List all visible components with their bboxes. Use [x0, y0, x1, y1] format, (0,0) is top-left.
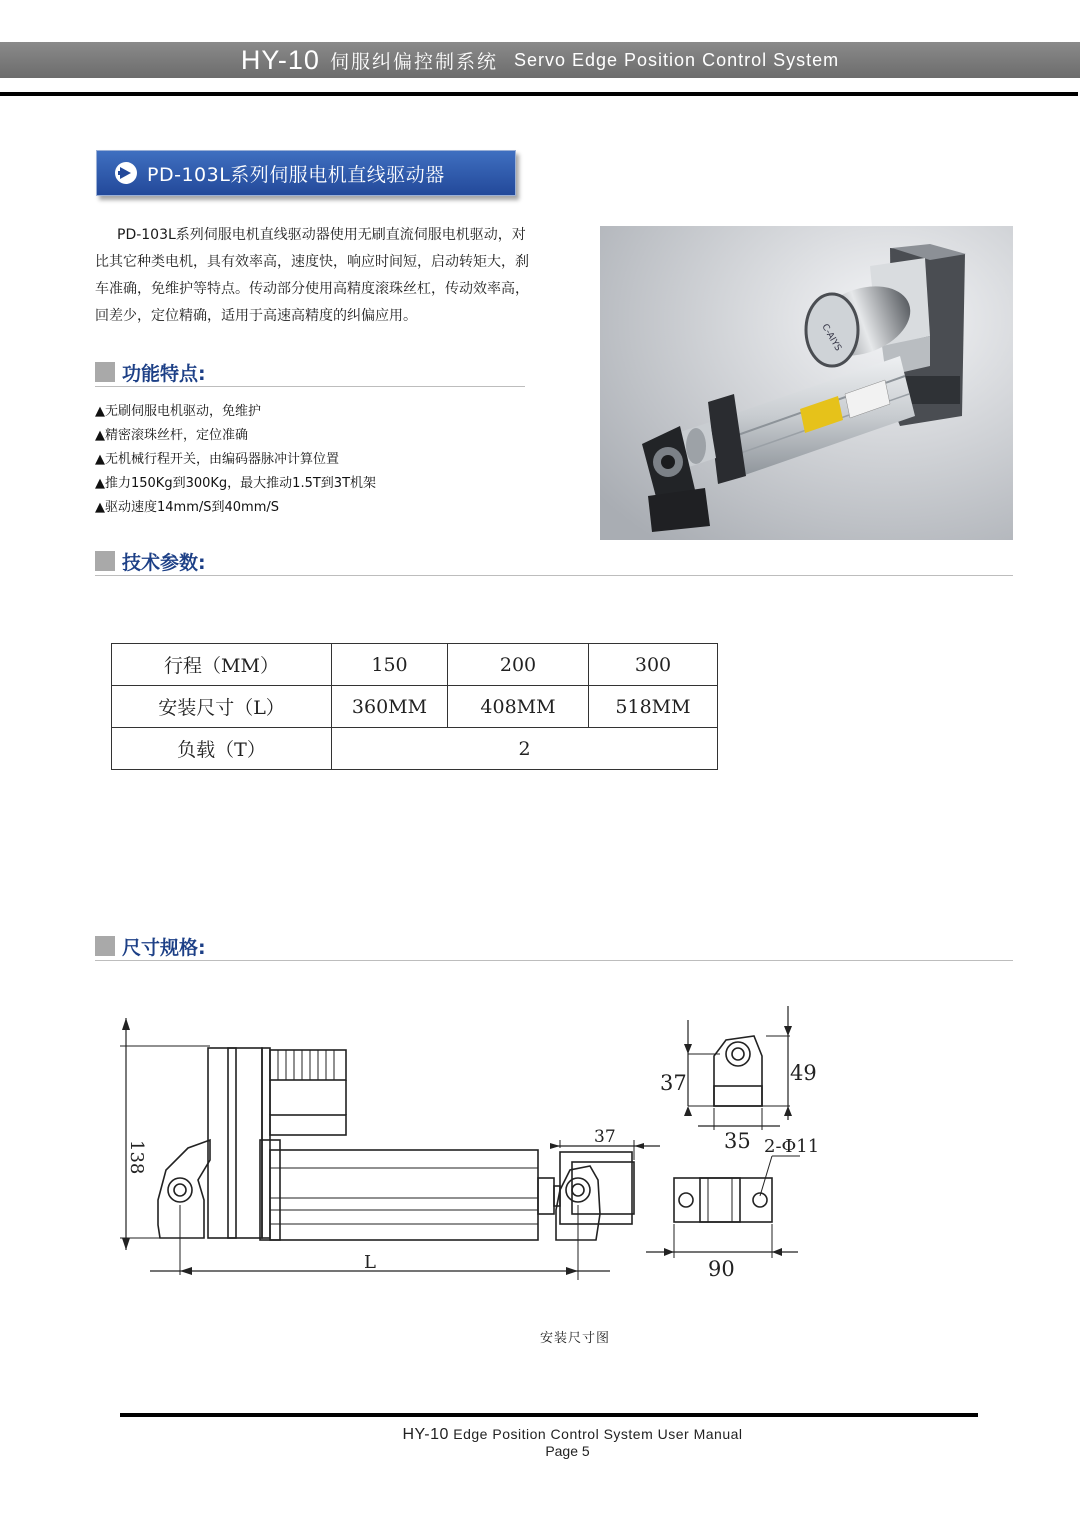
table-cell: 360MM [332, 686, 448, 728]
feature-item: ▲推力150Kg到300Kg，最大推动1.5T到3T机架 [95, 476, 377, 491]
dim-label-49: 49 [790, 1061, 817, 1085]
actuator-illustration [600, 226, 1013, 540]
header-title-cn: 伺服纠偏控制系统 [329, 50, 498, 73]
arrow-right-icon [115, 162, 137, 184]
dim-label-holes: 2-Φ11 [764, 1136, 820, 1157]
motor-brand-label: C-AIYS [819, 322, 843, 353]
spec-table [111, 643, 718, 770]
section-title: PD-103L系列伺服电机直线驱动器 [147, 163, 445, 186]
intro-paragraph: PD-103L系列伺服电机直线驱动器使用无刷直流伺服电机驱动，对比其它种类电机，具有效率高，速度快，响应时间短，启动转矩大，刹车准确，免维护等特点。传动部分使用高精度滚珠丝杠，传动效率高，回差少，定位精确，适用于高速高精度的纠偏应用。 [95, 227, 529, 324]
tech-heading-text: 技术参数: [122, 551, 206, 574]
features-heading-rule [95, 386, 525, 387]
dim-label-35: 35 [724, 1129, 751, 1153]
drawing-caption: 安装尺寸图 [539, 1331, 610, 1346]
feature-item: ▲无机械行程开关，由编码器脉冲计算位置 [95, 452, 339, 467]
heading-square-icon [95, 362, 115, 382]
dimensions-heading-rule [95, 960, 1013, 961]
table-cell: 150 [332, 644, 448, 686]
footer-page-number: Page 5 [545, 1443, 590, 1459]
table-cell: 负载（T） [112, 728, 332, 770]
tech-heading [95, 550, 206, 572]
table-cell: 408MM [448, 686, 589, 728]
header-title-en: Servo Edge Position Control System [513, 49, 840, 70]
heading-square-icon [95, 551, 115, 571]
header-band [0, 42, 1080, 78]
table-row [112, 644, 718, 686]
table-cell: 518MM [589, 686, 718, 728]
footer-manual-title: Edge Position Control System User Manual [453, 1426, 743, 1442]
table-row [112, 686, 718, 728]
feature-item: ▲驱动速度14mm/S到40mm/S [95, 500, 279, 515]
features-heading-text: 功能特点: [122, 362, 206, 385]
heading-square-icon [95, 936, 115, 956]
footer-title [0, 1426, 1080, 1444]
feature-item: ▲无刷伺服电机驱动，免维护 [95, 404, 261, 419]
dim-label-138: 138 [126, 1140, 147, 1175]
dim-label-90: 90 [708, 1257, 735, 1281]
feature-item: ▲精密滚珠丝杆，定位准确 [95, 428, 248, 443]
dim-label-37-clevis: 37 [594, 1127, 616, 1147]
table-cell: 安装尺寸（L） [112, 686, 332, 728]
table-cell: 2 [332, 728, 718, 770]
table-cell: 200 [448, 644, 589, 686]
dim-label-length: L [364, 1252, 376, 1273]
product-photo [600, 226, 1013, 540]
features-list [95, 400, 376, 520]
footer-rule [120, 1413, 978, 1417]
dimensions-heading-text: 尺寸规格: [122, 936, 206, 959]
dimensions-heading [95, 935, 206, 957]
dim-label-37-bracket: 37 [660, 1071, 687, 1095]
table-row [112, 728, 718, 770]
section-title-banner [96, 150, 516, 196]
footer-model: HY-10 [402, 1426, 449, 1443]
header-model: HY-10 [240, 44, 320, 75]
header-rule [0, 92, 1078, 96]
features-heading [95, 361, 206, 383]
tech-heading-rule [95, 575, 1013, 576]
table-cell: 300 [589, 644, 718, 686]
table-cell: 行程（MM） [112, 644, 332, 686]
dimension-drawing [100, 1000, 840, 1300]
